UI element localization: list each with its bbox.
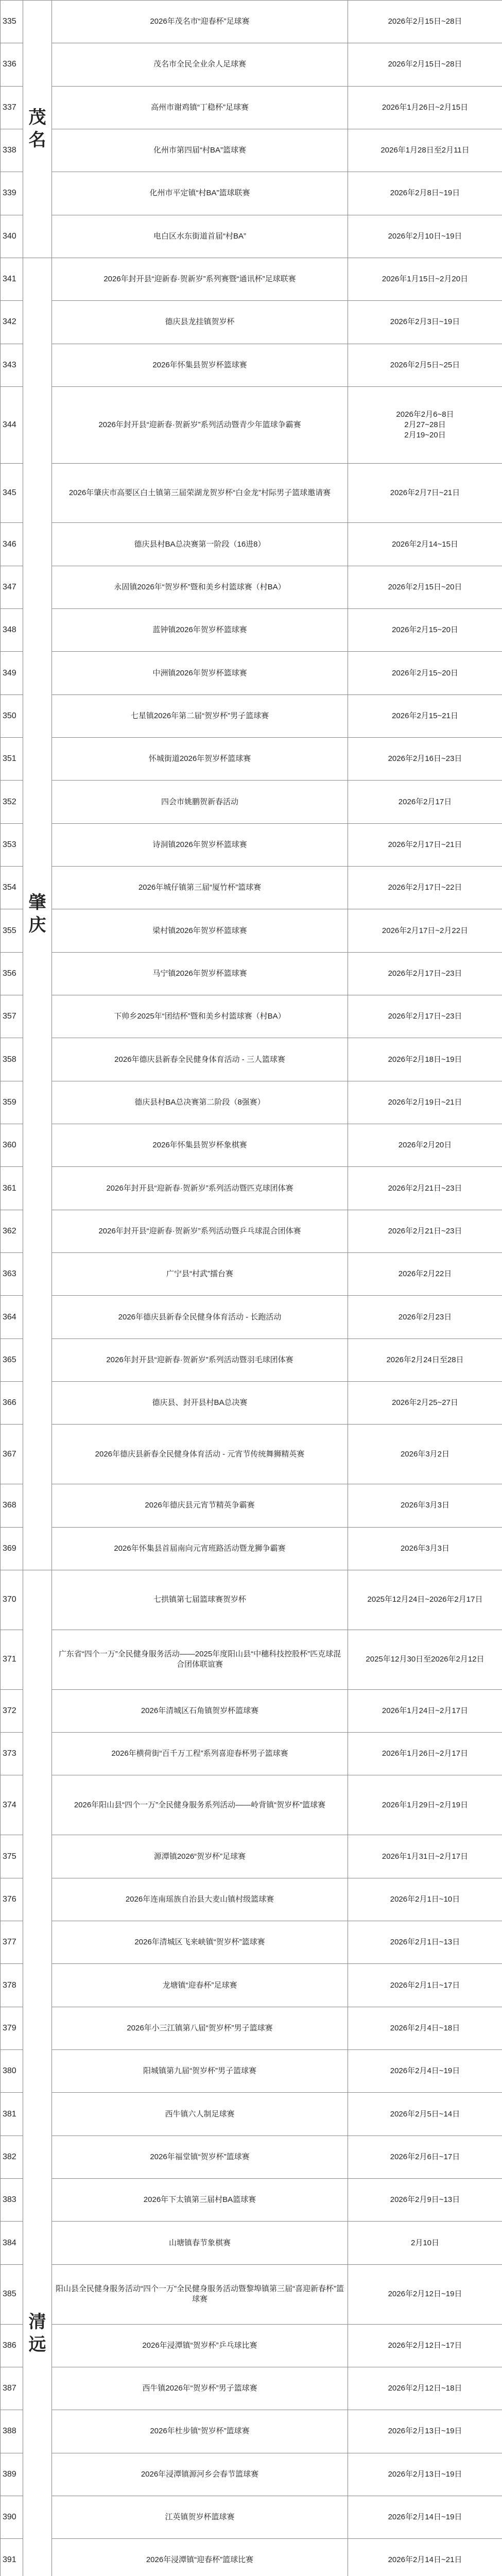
- events-table-body: [1, 1, 502, 2576]
- event-date: 2026年2月4日~18日: [348, 2007, 502, 2049]
- event-name: 梁村镇2026年贺岁杯篮球赛: [52, 909, 348, 952]
- event-name: 阳山县全民健身服务活动“四个一万”全民健身服务活动暨黎埠镇第三届“喜迎新春杯”篮球赛: [52, 2264, 348, 2324]
- row-number: 372: [1, 1689, 23, 1732]
- event-name: 诗洞镇2026年贺岁杯篮球赛: [52, 823, 348, 866]
- row-number: 339: [1, 172, 23, 215]
- event-name: 2026年城仔镇第三届“厦竹杯”篮球赛: [52, 867, 348, 909]
- event-date: 2026年2月24日至28日: [348, 1338, 502, 1381]
- table-row: [1, 1167, 502, 1210]
- row-number: 379: [1, 2007, 23, 2049]
- row-number: 374: [1, 1775, 23, 1835]
- event-date: 2026年2月17日~2月22日: [348, 909, 502, 952]
- row-number: 347: [1, 566, 23, 608]
- event-name: 2026年德庆县元宵节精英争霸赛: [52, 1484, 348, 1527]
- event-name: 化州市第四届“村BA”篮球赛: [52, 129, 348, 172]
- event-name: 下帅乡2025年“团结杯”暨和美乡村篮球赛（村BA）: [52, 995, 348, 1038]
- event-name: 电白区水东街道首届“村BA”: [52, 215, 348, 258]
- event-name: 德庆县、封开县村BA总决赛: [52, 1382, 348, 1425]
- event-name: 2026年小三江镇第八届“贺岁杯”男子篮球赛: [52, 2007, 348, 2049]
- row-number: 357: [1, 995, 23, 1038]
- event-name: 广宁县“村武”擂台赛: [52, 1253, 348, 1296]
- event-name: 德庆县龙挂镇贺岁杯: [52, 301, 348, 344]
- event-date: 2026年1月31日~2月17日: [348, 1835, 502, 1878]
- event-name: 西牛镇六人制足球赛: [52, 2093, 348, 2136]
- event-date: 2026年2月7日~21日: [348, 463, 502, 523]
- row-number: 387: [1, 2367, 23, 2410]
- table-row: [1, 2496, 502, 2538]
- table-row: [1, 463, 502, 523]
- row-number: 389: [1, 2453, 23, 2496]
- event-date: 2026年2月15日~28日: [348, 43, 502, 86]
- event-name: 2026年封开县“迎新春·贺新岁”系列活动暨匹克球团体赛: [52, 1167, 348, 1210]
- event-date: 2026年2月13日~19日: [348, 2410, 502, 2453]
- event-date: 2026年2月23日: [348, 1296, 502, 1338]
- event-name: 2026年怀集县贺岁杯篮球赛: [52, 344, 348, 386]
- table-row: [1, 867, 502, 909]
- event-name: 2026年封开县“迎新春·贺新岁”系列活动暨羽毛球团体赛: [52, 1338, 348, 1381]
- region-label: 茂 名: [23, 1, 52, 258]
- event-name: 七星镇2026年第二届“贺岁杯”男子篮球赛: [52, 694, 348, 737]
- event-date: 2月10日: [348, 2222, 502, 2264]
- table-row: [1, 1296, 502, 1338]
- event-date: 2026年3月3日: [348, 1527, 502, 1570]
- event-name: 2026年清城区石角镇贺岁杯篮球赛: [52, 1689, 348, 1732]
- table-row: [1, 1081, 502, 1124]
- event-name: 龙塘镇“迎春杯”足球赛: [52, 1964, 348, 2007]
- table-row: [1, 1253, 502, 1296]
- row-number: 358: [1, 1038, 23, 1081]
- event-date: 2026年2月6~8日 2月27~28日 2月19~20日: [348, 386, 502, 463]
- table-row: [1, 995, 502, 1038]
- event-date: 2026年2月10日~19日: [348, 215, 502, 258]
- row-number: 346: [1, 523, 23, 566]
- event-date: 2026年2月3日~19日: [348, 301, 502, 344]
- event-name: 2026年浸潭镇“迎春杯”篮球比赛: [52, 2539, 348, 2576]
- row-number: 385: [1, 2264, 23, 2324]
- table-row: [1, 301, 502, 344]
- event-name: 马宁镇2026年贺岁杯篮球赛: [52, 952, 348, 995]
- event-date: 2026年2月1日~10日: [348, 1878, 502, 1921]
- event-name: 永固镇2026年“贺岁杯”暨和美乡村篮球赛（村BA）: [52, 566, 348, 608]
- table-row: [1, 2367, 502, 2410]
- region-label: 清 远: [23, 1570, 52, 2576]
- event-name: 西牛镇2026年“贺岁杯”男子篮球赛: [52, 2367, 348, 2410]
- table-row: [1, 344, 502, 386]
- event-name: 2026年茂名市“迎春杯”足球赛: [52, 1, 348, 43]
- event-name: 2026年福堂镇“贺岁杯”篮球赛: [52, 2136, 348, 2178]
- event-date: 2026年3月3日: [348, 1484, 502, 1527]
- event-name: 化州市平定镇“村BA”篮球联赛: [52, 172, 348, 215]
- event-date: 2026年2月21日~23日: [348, 1210, 502, 1252]
- row-number: 343: [1, 344, 23, 386]
- event-name: 茂名市全民全业余人足球赛: [52, 43, 348, 86]
- event-name: 2026年杜步镇“贺岁杯”篮球赛: [52, 2410, 348, 2453]
- event-name: 2026年德庆县新春全民健身体育活动 - 元宵节传统舞狮精英赛: [52, 1425, 348, 1484]
- event-date: 2025年12月24日~2026年2月17日: [348, 1570, 502, 1630]
- row-number: 370: [1, 1570, 23, 1630]
- row-number: 378: [1, 1964, 23, 2007]
- event-name: 德庆县村BA总决赛第二阶段（8强赛）: [52, 1081, 348, 1124]
- event-date: 2026年2月1日~17日: [348, 1964, 502, 2007]
- row-number: 363: [1, 1253, 23, 1296]
- table-row: [1, 694, 502, 737]
- row-number: 344: [1, 386, 23, 463]
- row-number: 365: [1, 1338, 23, 1381]
- event-date: 2026年2月16日~23日: [348, 738, 502, 781]
- event-date: 2026年2月12日~17日: [348, 2324, 502, 2367]
- table-row: [1, 1775, 502, 1835]
- table-row: [1, 1338, 502, 1381]
- table-row: [1, 1570, 502, 1630]
- table-row: [1, 1, 502, 43]
- event-name: 2026年德庆县新春全民健身体育活动 - 长跑活动: [52, 1296, 348, 1338]
- row-number: 336: [1, 43, 23, 86]
- table-row: [1, 781, 502, 823]
- table-row: [1, 952, 502, 995]
- event-name: 七拱镇第七届篮球赛贺岁杯: [52, 1570, 348, 1630]
- row-number: 335: [1, 1, 23, 43]
- table-row: [1, 215, 502, 258]
- event-date: 2026年2月25~27日: [348, 1382, 502, 1425]
- event-name: 2026年怀集县贺岁杯象棋赛: [52, 1124, 348, 1167]
- row-number: 373: [1, 1733, 23, 1775]
- event-date: 2026年1月24日~2月17日: [348, 1689, 502, 1732]
- table-row: [1, 2093, 502, 2136]
- row-number: 355: [1, 909, 23, 952]
- row-number: 353: [1, 823, 23, 866]
- row-number: 366: [1, 1382, 23, 1425]
- row-number: 356: [1, 952, 23, 995]
- event-date: 2026年2月17日~21日: [348, 823, 502, 866]
- event-date: 2026年2月15~20日: [348, 609, 502, 652]
- row-number: 377: [1, 1921, 23, 1964]
- row-number: 375: [1, 1835, 23, 1878]
- event-date: 2026年2月4日~19日: [348, 2050, 502, 2093]
- event-date: 2026年2月17日: [348, 781, 502, 823]
- event-date: 2026年2月5日~14日: [348, 2093, 502, 2136]
- event-date: 2026年2月17日~22日: [348, 867, 502, 909]
- row-number: 350: [1, 694, 23, 737]
- table-row: [1, 2179, 502, 2222]
- row-number: 376: [1, 1878, 23, 1921]
- event-date: 2026年2月15~20日: [348, 652, 502, 694]
- event-date: 2026年2月14~15日: [348, 523, 502, 566]
- table-row: [1, 523, 502, 566]
- table-row: [1, 1733, 502, 1775]
- event-name: 2026年怀集县首届南向元宵班路活动暨龙狮争霸赛: [52, 1527, 348, 1570]
- event-date: 2026年1月26日~2月15日: [348, 86, 502, 129]
- table-row: [1, 1878, 502, 1921]
- event-date: 2026年2月22日: [348, 1253, 502, 1296]
- row-number: 390: [1, 2496, 23, 2538]
- table-row: [1, 2410, 502, 2453]
- event-name: 2026年阳山县“四个一万”全民健身服务系列活动——岭背镇“贺岁杯”篮球赛: [52, 1775, 348, 1835]
- event-date: 2026年2月14日~19日: [348, 2496, 502, 2538]
- event-name: 四会市姚鹏贺新春活动: [52, 781, 348, 823]
- table-row: [1, 738, 502, 781]
- event-date: 2026年2月9日~13日: [348, 2179, 502, 2222]
- table-row: [1, 2050, 502, 2093]
- row-number: 364: [1, 1296, 23, 1338]
- table-row: [1, 2453, 502, 2496]
- row-number: 380: [1, 2050, 23, 2093]
- event-name: 中洲镇2026年贺岁杯篮球赛: [52, 652, 348, 694]
- event-date: 2025年12月30日至2026年2月12日: [348, 1630, 502, 1689]
- event-date: 2026年2月20日: [348, 1124, 502, 1167]
- table-row: [1, 2539, 502, 2576]
- row-number: 369: [1, 1527, 23, 1570]
- event-name: 2026年浸潭镇源河乡会春节篮球赛: [52, 2453, 348, 2496]
- table-row: [1, 652, 502, 694]
- event-date: 2026年2月12日~19日: [348, 2264, 502, 2324]
- table-row: [1, 823, 502, 866]
- row-number: 345: [1, 463, 23, 523]
- table-row: [1, 1964, 502, 2007]
- event-date: 2026年2月8日~19日: [348, 172, 502, 215]
- event-name: 2026年封开县“迎新春·贺新岁”系列活动暨青少年篮球争霸赛: [52, 386, 348, 463]
- event-name: 山塘镇春节象棋赛: [52, 2222, 348, 2264]
- table-row: [1, 1382, 502, 1425]
- event-date: 2026年1月15日~2月20日: [348, 258, 502, 300]
- event-name: 阳城镇第九届“贺岁杯”男子篮球赛: [52, 2050, 348, 2093]
- event-name: 2026年肇庆市高要区白土镇第三届荣湖龙贺岁杯“白金龙”村际男子篮球邀请赛: [52, 463, 348, 523]
- table-row: [1, 2222, 502, 2264]
- table-row: [1, 609, 502, 652]
- row-number: 352: [1, 781, 23, 823]
- row-number: 384: [1, 2222, 23, 2264]
- event-date: 2026年2月21日~23日: [348, 1167, 502, 1210]
- row-number: 381: [1, 2093, 23, 2136]
- event-date: 2026年2月14日~21日: [348, 2539, 502, 2576]
- table-row: [1, 2264, 502, 2324]
- row-number: 362: [1, 1210, 23, 1252]
- row-number: 351: [1, 738, 23, 781]
- table-row: [1, 1835, 502, 1878]
- table-row: [1, 258, 502, 300]
- event-name: 2026年德庆县新春全民健身体育活动 - 三人篮球赛: [52, 1038, 348, 1081]
- event-name: 2026年连南瑶族自治县大麦山镇村级篮球赛: [52, 1878, 348, 1921]
- row-number: 340: [1, 215, 23, 258]
- event-name: 怀城街道2026年贺岁杯篮球赛: [52, 738, 348, 781]
- row-number: 337: [1, 86, 23, 129]
- event-date: 2026年2月15日~20日: [348, 566, 502, 608]
- table-row: [1, 1921, 502, 1964]
- row-number: 383: [1, 2179, 23, 2222]
- table-row: [1, 43, 502, 86]
- table-row: [1, 386, 502, 463]
- row-number: 341: [1, 258, 23, 300]
- table-row: [1, 129, 502, 172]
- table-row: [1, 1484, 502, 1527]
- event-name: 2026年下太镇第三届村BA篮球赛: [52, 2179, 348, 2222]
- row-number: 348: [1, 609, 23, 652]
- table-row: [1, 2324, 502, 2367]
- table-row: [1, 1210, 502, 1252]
- event-name: 德庆县村BA总决赛第一阶段（16进8）: [52, 523, 348, 566]
- event-date: 2026年2月6日~17日: [348, 2136, 502, 2178]
- table-row: [1, 1038, 502, 1081]
- event-name: 广东省“四个一万”全民健身服务活动——2025年度阳山县“中穗科技控股杯”匹克球混合团体联谊赛: [52, 1630, 348, 1689]
- row-number: 359: [1, 1081, 23, 1124]
- event-date: 2026年2月12日~18日: [348, 2367, 502, 2410]
- row-number: 338: [1, 129, 23, 172]
- event-name: 2026年封开县“迎新春·贺新岁”系列活动暨乒乓球混合团体赛: [52, 1210, 348, 1252]
- event-date: 2026年2月1日~13日: [348, 1921, 502, 1964]
- table-row: [1, 1124, 502, 1167]
- row-number: 368: [1, 1484, 23, 1527]
- event-date: 2026年2月17日~23日: [348, 995, 502, 1038]
- event-name: 源潭镇2026“贺岁杯”足球赛: [52, 1835, 348, 1878]
- event-date: 2026年1月28日至2月11日: [348, 129, 502, 172]
- row-number: 386: [1, 2324, 23, 2367]
- row-number: 367: [1, 1425, 23, 1484]
- event-name: 江英镇贺岁杯篮球赛: [52, 2496, 348, 2538]
- row-number: 360: [1, 1124, 23, 1167]
- table-row: [1, 566, 502, 608]
- event-name: 2026年清城区飞来峡镇“贺岁杯”篮球赛: [52, 1921, 348, 1964]
- row-number: 354: [1, 867, 23, 909]
- event-date: 2026年1月26日~2月17日: [348, 1733, 502, 1775]
- table-row: [1, 1527, 502, 1570]
- table-row: [1, 1630, 502, 1689]
- event-date: 2026年2月13日~19日: [348, 2453, 502, 2496]
- event-date: 2026年2月5日~25日: [348, 344, 502, 386]
- table-row: [1, 2007, 502, 2049]
- row-number: 361: [1, 1167, 23, 1210]
- event-date: 2026年1月29日~2月19日: [348, 1775, 502, 1835]
- row-number: 342: [1, 301, 23, 344]
- event-name: 2026年横荷街“百千万工程”系列喜迎春杯男子篮球赛: [52, 1733, 348, 1775]
- table-row: [1, 909, 502, 952]
- event-date: 2026年2月15~21日: [348, 694, 502, 737]
- row-number: 388: [1, 2410, 23, 2453]
- row-number: 349: [1, 652, 23, 694]
- row-number: 371: [1, 1630, 23, 1689]
- event-name: 高州市谢鸡镇“丁稳杯”足球赛: [52, 86, 348, 129]
- table-row: [1, 1689, 502, 1732]
- event-name: 2026年浸潭镇“贺岁杯”乒乓球比赛: [52, 2324, 348, 2367]
- event-name: 蓝钟镇2026年贺岁杯篮球赛: [52, 609, 348, 652]
- event-date: 2026年2月17日~23日: [348, 952, 502, 995]
- table-row: [1, 172, 502, 215]
- region-label: 肇 庆: [23, 258, 52, 1570]
- row-number: 391: [1, 2539, 23, 2576]
- row-number: 382: [1, 2136, 23, 2178]
- table-row: [1, 1425, 502, 1484]
- event-date: 2026年2月19日~21日: [348, 1081, 502, 1124]
- table-row: [1, 86, 502, 129]
- event-date: 2026年2月18日~19日: [348, 1038, 502, 1081]
- table-row: [1, 2136, 502, 2178]
- event-name: 2026年封开县“迎新春·贺新岁”系列赛暨“通讯杯”足球联赛: [52, 258, 348, 300]
- event-date: 2026年3月2日: [348, 1425, 502, 1484]
- event-date: 2026年2月15日~28日: [348, 1, 502, 43]
